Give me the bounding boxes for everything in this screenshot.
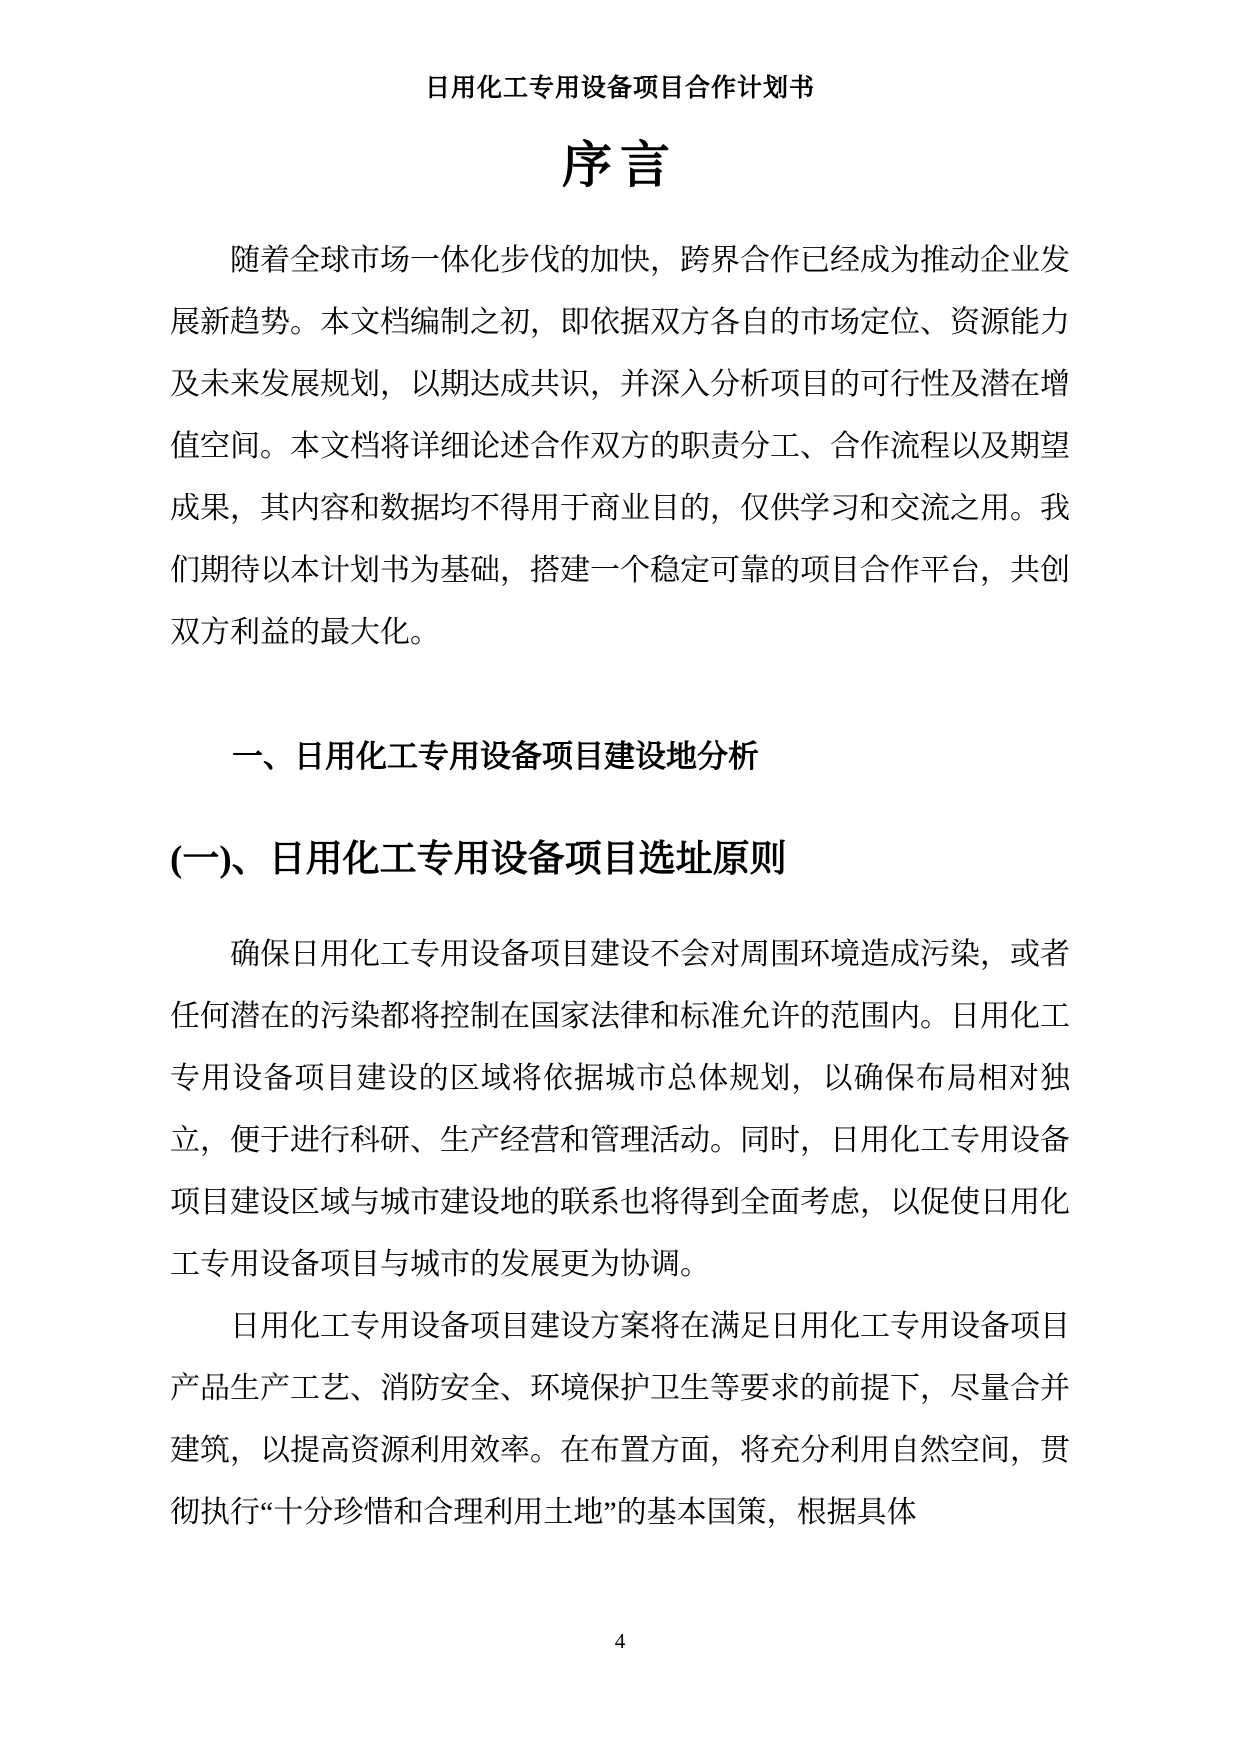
section-heading-site-analysis: 一、日用化工专用设备项目建设地分析 bbox=[232, 739, 759, 774]
page-number: 4 bbox=[614, 1629, 626, 1653]
paragraph-construction-plan: 日用化工专用设备项目建设方案将在满足日用化工专用设备项目产品生产工艺、消防安全、环境保护卫生等要求的前提下，尽量合并建筑，以提高资源利用效率。在布置方面，将充分利用自然空间，贯彻执行“十分珍惜和合理利用土地”的基本国策，根据具体 bbox=[170, 1310, 1070, 1529]
page-header: 日用化工专用设备项目合作计划书 bbox=[424, 75, 815, 102]
subsection-heading-site-selection-principles: (一)、日用化工专用设备项目选址原则 bbox=[170, 839, 787, 880]
document-title: 序言 bbox=[562, 137, 678, 193]
document-body bbox=[170, 0, 1070, 1544]
intro-paragraph: 随着全球市场一体化步伐的加快，跨界合作已经成为推动企业发展新趋势。本文档编制之初，即依据双方各自的市场定位、资源能力及未来发展规划，以期达成共识，并深入分析项目的可行性及潜在增值空间。本文档将详细论述合作双方的职责分工、合作流程以及期望成果，其内容和数据均不得用于商业目的，仅供学习和交流之用。我们期待以本计划书为基础，搭建一个稳定可靠的项目合作平台，共创双方利益的最大化。 bbox=[170, 244, 1070, 649]
paragraph-site-selection: 确保日用化工专用设备项目建设不会对周围环境造成污染，或者任何潜在的污染都将控制在国家法律和标准允许的范围内。日用化工专用设备项目建设的区域将依据城市总体规划，以确保布局相对独立，便于进行科研、生产经营和管理活动。同时，日用化工专用设备项目建设区域与城市建设地的联系也将得到全面考虑，以促使日用化工专用设备项目与城市的发展更为协调。 bbox=[170, 938, 1070, 1281]
